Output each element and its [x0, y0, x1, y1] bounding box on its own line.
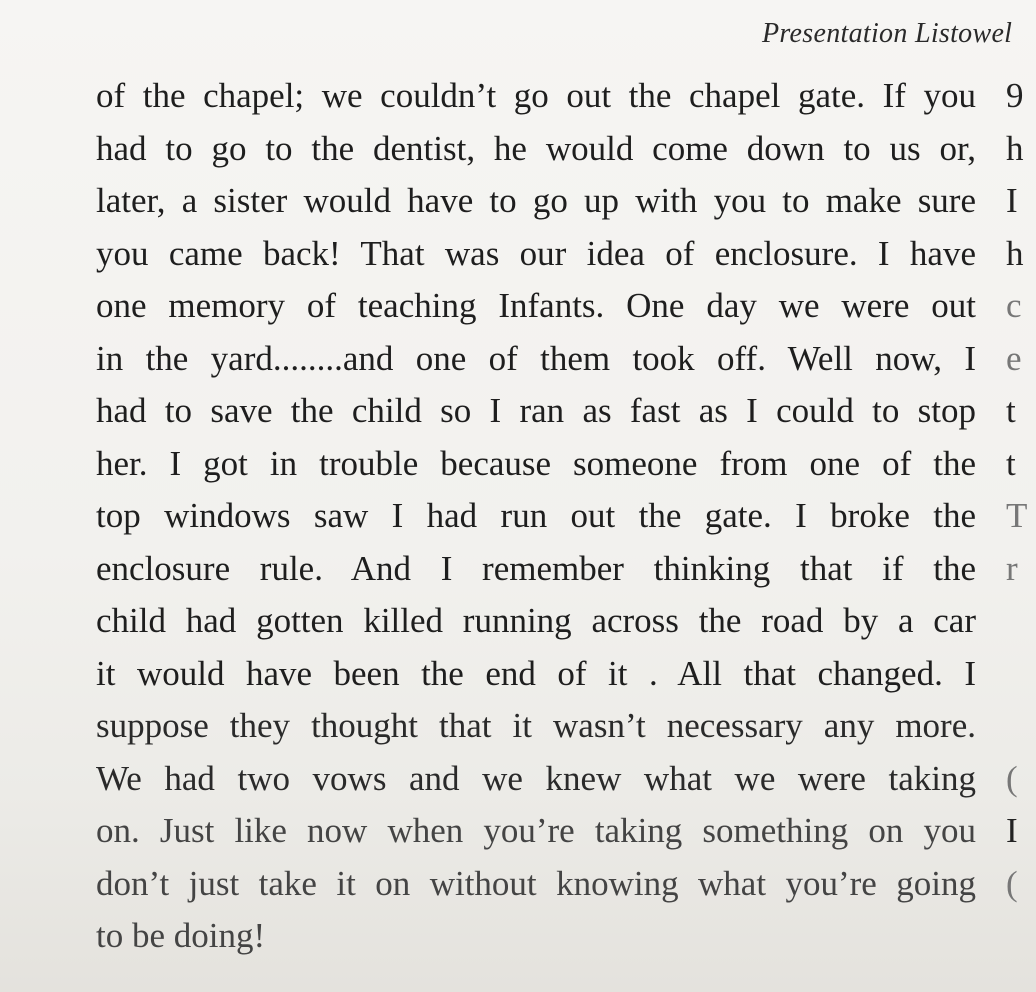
text-line: it would have been the end of it . All that changed. I: [96, 653, 976, 693]
text-line: her. I got in trouble because someone from one of the: [96, 443, 976, 483]
text-line: later, a sister would have to go up with you to make sure: [96, 181, 976, 220]
edge-glyph: [1006, 595, 1036, 648]
edge-glyph: I: [1006, 181, 1018, 220]
edge-glyph: T: [1006, 496, 1028, 535]
edge-glyph: I: [1006, 811, 1018, 850]
edge-glyph: (: [1006, 758, 1018, 798]
facing-page-edge: [1006, 70, 1036, 963]
text-line: had to go to the dentist, he would come down to us or,: [96, 128, 976, 168]
text-line: We had two vows and we knew what we were taking: [96, 758, 976, 798]
text-line: you came back! That was our idea of enclosure. I have: [96, 233, 976, 273]
edge-glyph: h: [1006, 128, 1024, 168]
text-line: of the chapel; we couldn’t go out the chapel gate. If you: [96, 76, 976, 115]
text-line: don’t just take it on without knowing what you’re going: [96, 863, 976, 903]
text-line: on. Just like now when you’re taking something on you: [96, 811, 976, 850]
edge-glyph: t: [1006, 391, 1016, 430]
body-paragraph: [96, 70, 976, 963]
edge-glyph: h: [1006, 233, 1024, 273]
text-line: to be doing!: [96, 916, 266, 955]
text-line: had to save the child so I ran as fast as I could to stop: [96, 391, 976, 430]
edge-glyph: [1006, 910, 1036, 963]
edge-glyph: c: [1006, 286, 1022, 325]
text-line: one memory of teaching Infants. One day we were out: [96, 286, 976, 325]
edge-glyph: [1006, 648, 1036, 701]
running-title: Presentation Listowel: [762, 18, 1013, 49]
text-line: top windows saw I had run out the gate. I broke the: [96, 496, 976, 535]
edge-glyph: r: [1006, 548, 1018, 588]
text-line: suppose they thought that it wasn’t necessary any more.: [96, 706, 976, 745]
edge-glyph: 9: [1006, 76, 1024, 115]
edge-glyph: (: [1006, 863, 1018, 903]
edge-glyph: [1006, 700, 1036, 753]
edge-glyph: e: [1006, 338, 1022, 378]
text-line: in the yard........and one of them took off. Well now, I: [96, 338, 976, 378]
running-header: [744, 18, 1024, 58]
text-line: child had gotten killed running across the road by a car: [96, 601, 976, 640]
text-line: enclosure rule. And I remember thinking that if the: [96, 548, 976, 588]
edge-glyph: t: [1006, 443, 1016, 483]
